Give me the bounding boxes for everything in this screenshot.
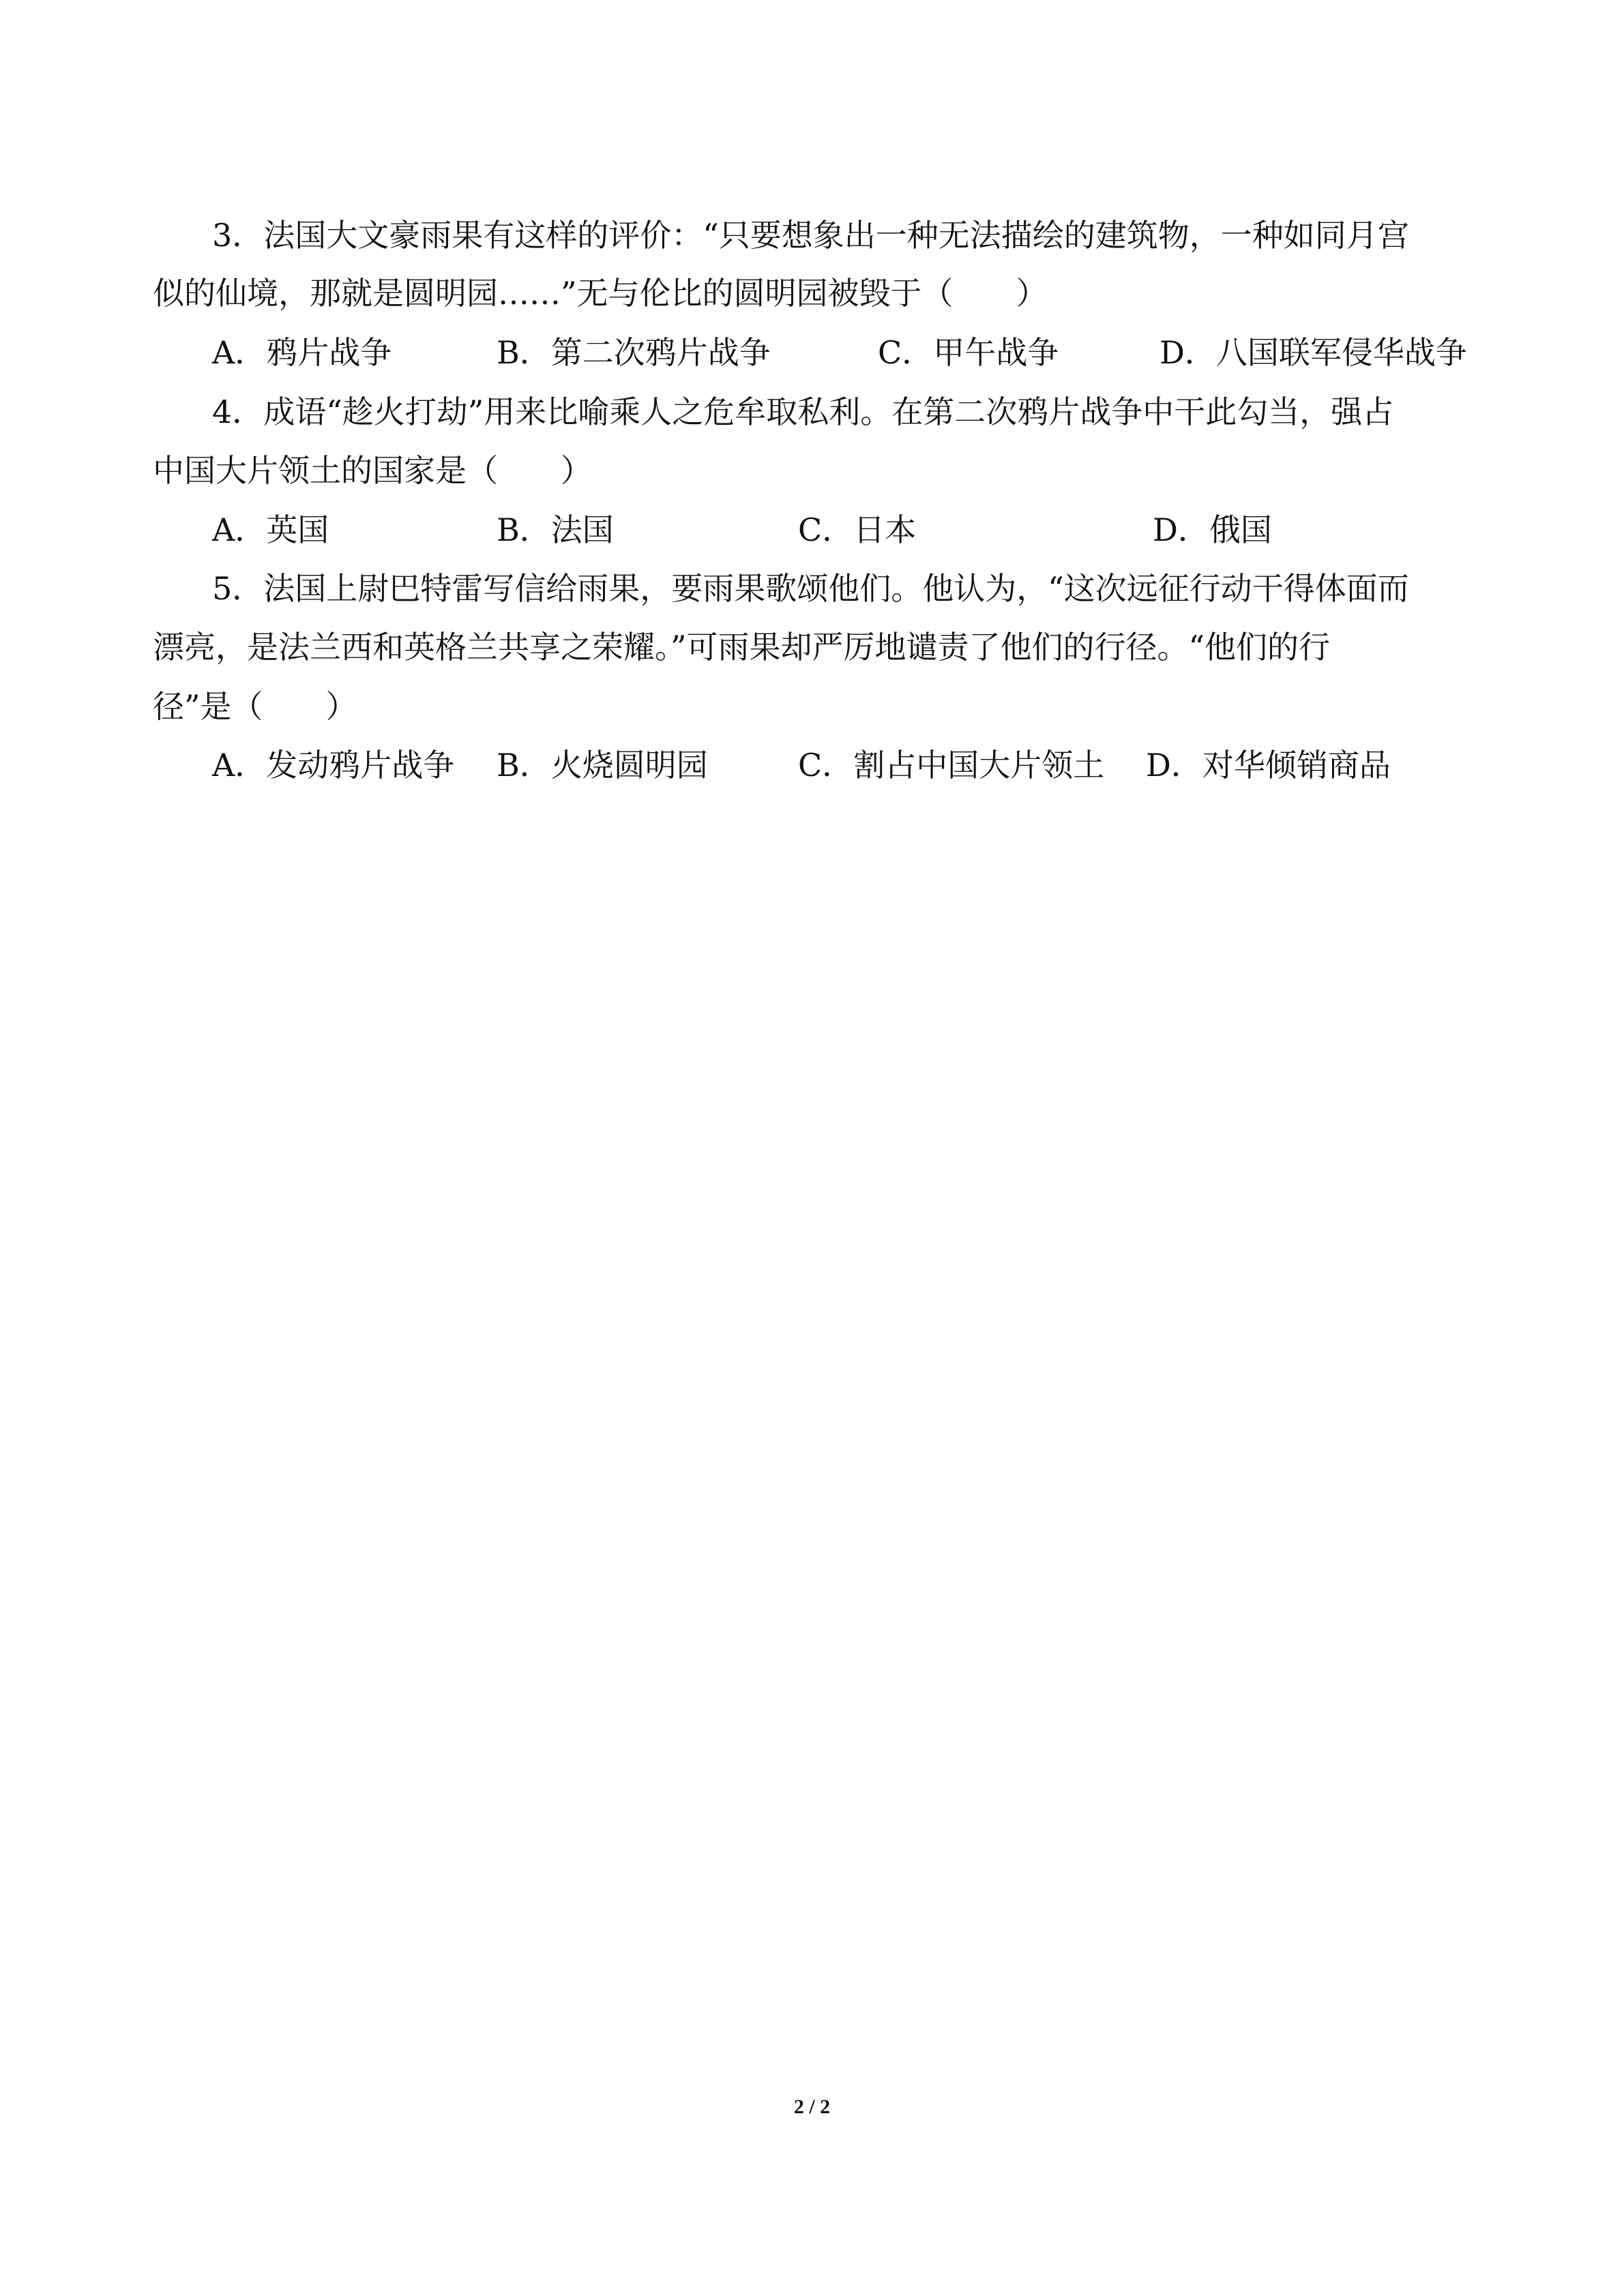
question-3-option-a: A．鸦片战争	[212, 334, 392, 371]
question-4-line-2: 中国大片领土的国家是（ ）	[153, 452, 592, 489]
question-3-line-2: 似的仙境，那就是圆明园……”无与伦比的圆明园被毁于（ ）	[153, 275, 1048, 312]
question-5-line-3: 径”是（ ）	[153, 688, 357, 725]
question-5-option-c: C．割占中国大片领土	[798, 747, 1105, 784]
question-3-line-1: 3．法国大文豪雨果有这样的评价：“只要想象出一种无法描绘的建筑物，一种如同月宫	[212, 217, 1409, 254]
question-4-option-a: A．英国	[212, 511, 329, 548]
question-5-option-a: A．发动鸦片战争	[212, 747, 455, 784]
question-4-option-c: C．日本	[798, 511, 917, 548]
question-3-option-c: C．甲午战争	[878, 334, 1059, 371]
question-5-line-2: 漂亮，是法兰西和英格兰共享之荣耀。”可雨果却严厉地谴责了他们的行径。“他们的行	[153, 629, 1331, 666]
question-4-option-d: D．俄国	[1153, 511, 1272, 548]
question-5-line-1: 5．法国上尉巴特雷写信给雨果，要雨果歌颂他们。他认为，“这次远征行动干得体面而	[212, 570, 1409, 607]
question-4-option-b: B．法国	[497, 511, 614, 548]
question-5-option-d: D．对华倾销商品	[1146, 747, 1391, 784]
question-5-option-b: B．火烧圆明园	[497, 747, 708, 784]
question-3-option-d: D．八国联军侵华战争	[1160, 334, 1467, 371]
question-3-option-b: B．第二次鸦片战争	[497, 334, 771, 371]
page-number: 2 / 2	[793, 2096, 831, 2118]
question-4-line-1: 4．成语“趁火打劫”用来比喻乘人之危牟取私利。在第二次鸦片战争中干此勾当，强占	[212, 393, 1394, 430]
